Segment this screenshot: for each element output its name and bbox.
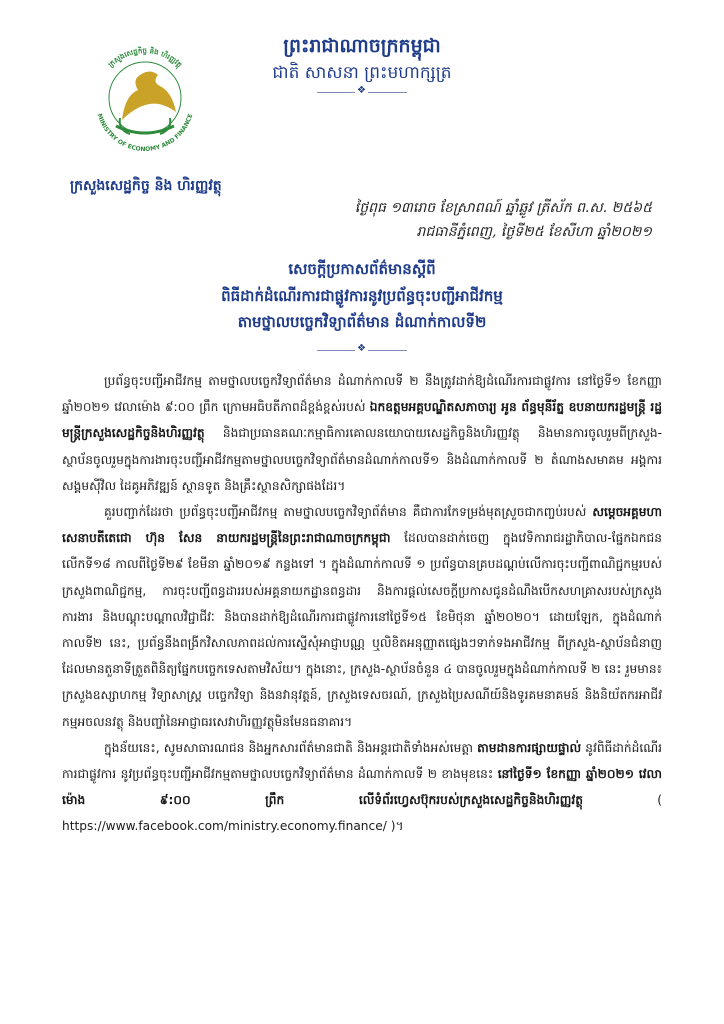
title-line-3: តាមថ្នាលបច្ចេកវិទ្យាព័ត៌មាន ដំណាក់កាលទី២ bbox=[237, 313, 487, 331]
title-line-1: សេចក្តីប្រកាសព័ត៌មានស្តីពី bbox=[288, 260, 436, 278]
svg-text:ក្រសួងសេដ្ឋកិច្ច និង ហិរញ្ញវត្ bbox=[107, 46, 184, 71]
ministry-logo bbox=[80, 30, 210, 160]
lunar-date: ថ្ងៃពុធ ១៣រោច ខែស្រាពណ៍ ឆ្នាំឆ្លូវ ត្រីស័ក ព.ស. ២៥៦៥ bbox=[354, 200, 652, 216]
facebook-link[interactable]: ( https://www.facebook.com/ministry.economy.finance/ )។ bbox=[62, 793, 662, 834]
title-divider bbox=[317, 350, 407, 351]
header-divider bbox=[317, 92, 407, 93]
paragraph-3: ក្នុងន័យនេះ, សូមសាធារណជន និងអ្នកសារព័ត៌មានជាតិ និងអន្តរជាតិទាំងអស់មេត្តា តាមដានការផ្សាយផ្ទាល់ នូវពិធីដាក់ដំណើរការជាផ្លូវការ នូវប្រព័ន្ធចុះបញ្ជីអាជីវកម្មតាមថ្នាលបច្ចេកវិទ្យាព័ត៌មាន ដំណាក់កាលទី ២ ខាងមុខនេះ នៅថ្ងៃទី១ ខែកញ្ញា ឆ្នាំ២០២១ វេលាម៉ោង ៩:០០ ព្រឹក លើទំព័រហ្វេសប៊ុករបស់ក្រសួងសេដ្ឋកិច្ចនិងហិរញ្ញវត្ថុ ( https://www.facebook.com/ministry.economy.finance/ )។ bbox=[62, 740, 662, 834]
event-datetime: នៅថ្ងៃទី១ ខែកញ្ញា ឆ្នាំ២០២១ វេលាម៉ោង ៩:០០ ព្រឹក លើទំព័រហ្វេសប៊ុករបស់ក្រសួងសេដ្ឋកិច្ចនិងហិរញ្ញវត្ថុ bbox=[62, 767, 662, 808]
solar-date: រាជធានីភ្នំពេញ, ថ្ងៃទី២៥ ខែសីហា ឆ្នាំ២០២១ bbox=[416, 224, 652, 240]
press-release-body bbox=[62, 368, 662, 840]
prime-minister-name: សម្តេចអគ្គមហាសេនាបតីតេជោ ហ៊ុន សែន នាយករដ្ឋមន្ត្រីនៃព្រះរាជាណាចក្រកម្ពុជា bbox=[62, 505, 662, 546]
minister-name: ឯកឧត្តមអគ្គបណ្ឌិតសភាចារ្យ អូន ព័ន្ធមុនីរ័ត្ន ឧបនាយករដ្ឋមន្ត្រី រដ្ឋមន្ត្រីក្រសួងសេដ្ឋកិច្ចនិងហិរញ្ញវត្ថុ bbox=[62, 400, 662, 441]
logo-text-bottom: MINISTRY OF ECONOMY AND FINANCE bbox=[95, 112, 195, 154]
kingdom-motto: ជាតិ សាសនា ព្រះមហាក្សត្រ bbox=[272, 63, 452, 83]
paragraph-2: គួរបញ្ជាក់ដែរថា ប្រព័ន្ធចុះបញ្ជីអាជីវកម្ម តាមថ្នាលបច្ចេកវិទ្យាព័ត៌មាន គឺជាការកែទម្រង់មុតស្រួចជាកញ្ចប់របស់ សម្តេចអគ្គមហាសេនាបតីតេជោ ហ៊ុន សែន នាយករដ្ឋមន្ត្រីនៃព្រះរាជាណាចក្រកម្ពុជា ដែលបានដាក់ចេញ ក្នុងវេទិការាជរដ្ឋាភិបាល-ផ្នែកឯកជន លើកទី១៨ កាលពីថ្ងៃទី២៩ ខែមីនា ឆ្នាំ២០១៩ កន្លងទៅ ។ ក្នុងដំណាក់កាលទី ១ ប្រព័ន្ធបានគ្របដណ្តប់លើការចុះបញ្ជីពាណិជ្ជកម្មរបស់ក្រសួងពាណិជ្ជកម្ម, ការចុះបញ្ជីពន្ធដាររបស់អគ្គនាយកដ្ឋានពន្ធដារ និងការផ្តល់សេចក្តីប្រកាសជូនដំណឹងបើកសហគ្រាសរបស់ក្រសួងការងារ និងបណ្តុះបណ្តាលវិជ្ជាជីវៈ និងបានដាក់ឱ្យដំណើរការជាផ្លូវការនៅថ្ងៃទី១៥ ខែមិថុនា ឆ្នាំ២០២០។ ដោយឡែក, ក្នុងដំណាក់កាលទី២ នេះ, ប្រព័ន្ធនឹងពង្រីកវិសាលភាពដល់ការស្នើសុំអាជ្ញាបណ្ណ ឬលិខិតអនុញ្ញាតផ្សេងៗទាក់ទងអាជីវកម្ម ពីក្រសួង-ស្ថាប័នជំនាញដែលមានតួនាទីត្រួតពិនិត្យផ្នែកបច្ចេកទេសតាមវិស័យ។ ក្នុងនោះ, ក្រសួង-ស្ថាប័នចំនួន ៤ បានចូលរួមក្នុងដំណាក់កាលទី ២ នេះ រួមមាន៖ ក្រសួងឧស្សាហកម្ម វិទ្យាសាស្ត្រ បច្ចេកវិទ្យា និងនវានុវត្តន៍, ក្រសួងទេសចរណ៍, ក្រសួងប្រៃសណីយ៍និងទូរគមនាគមន៍ និងនិយ័តករអាជីវកម្មអចលនវត្ថុ និងបញ្ចាំនៃអាជ្ញាធរសេវាហិរញ្ញវត្ថុមិនមែនធនាគារ។ bbox=[62, 505, 663, 729]
kingdom-title: ព្រះរាជាណាចក្រកម្ពុជា bbox=[283, 35, 441, 57]
live-broadcast-note: តាមដានការផ្សាយផ្ទាល់ bbox=[477, 740, 582, 755]
logo-text-top: ក្រសួងសេដ្ឋកិច្ច និង ហិរញ្ញវត្ថុ bbox=[106, 46, 184, 69]
title-line-2: ពិធីដាក់ដំណើរការជាផ្លូវការនូវប្រព័ន្ធចុះបញ្ជីអាជីវកម្ម bbox=[221, 287, 503, 305]
ministry-name: ក្រសួងសេដ្ឋកិច្ច និង ហិរញ្ញវត្ថុ bbox=[70, 178, 222, 194]
paragraph-1: ប្រព័ន្ធចុះបញ្ជីអាជីវកម្ម តាមថ្នាលបច្ចេកវិទ្យាព័ត៌មាន ដំណាក់កាលទី ២ នឹងត្រូវដាក់ឱ្យដំណើរការជាផ្លូវការ នៅថ្ងៃទី១ ខែកញ្ញា ឆ្នាំ២០២១ វេលាម៉ោង ៩:០០ ព្រឹក ក្រោមអធិបតីភាពដ៏ខ្ពង់ខ្ពស់របស់ ឯកឧត្តមអគ្គបណ្ឌិតសភាចារ្យ អូន ព័ន្ធមុនីរ័ត្ន ឧបនាយករដ្ឋមន្ត្រី រដ្ឋមន្ត្រីក្រសួងសេដ្ឋកិច្ចនិងហិរញ្ញវត្ថុ និងជាប្រធានគណៈកម្មាធិការគោលនយោបាយសេដ្ឋកិច្ចនិងហិរញ្ញវត្ថុ និងមានការចូលរួមពីក្រសួង-ស្ថាប័នចូលរួមក្នុងការងារចុះបញ្ជីអាជីវកម្មតាមថ្នាលបច្ចេកវិទ្យាព័ត៌មានដំណាក់កាលទី១ និងដំណាក់កាលទី ២ តំណាងសមាគម អង្គការសង្គមស៊ីវិល ដៃគូអភិវឌ្ឍន៍ ស្ថានទូត និងគ្រឹះស្ថានសិក្សាផងដែរ។ bbox=[62, 374, 662, 493]
